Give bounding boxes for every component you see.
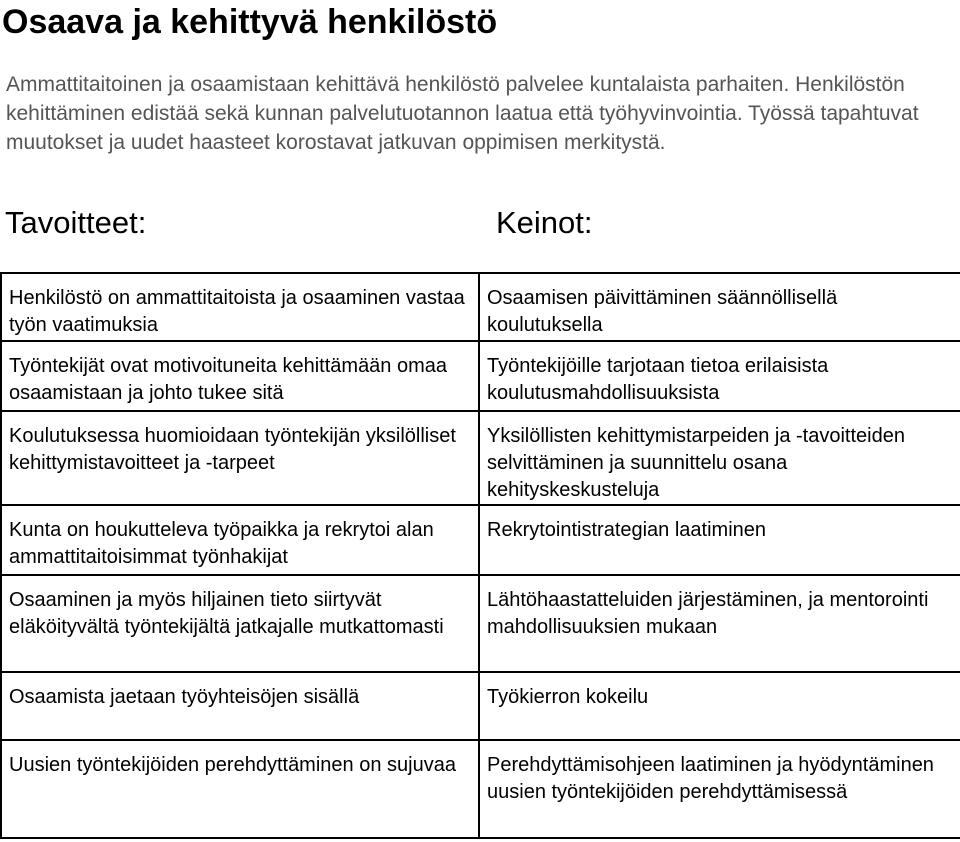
goal-cell: Työntekijät ovat motivoituneita kehittämään omaa osaamistaan ja johto tukee sitä bbox=[1, 341, 479, 411]
goal-cell: Henkilöstö on ammattitaitoista ja osaaminen vastaa työn vaatimuksia bbox=[1, 273, 479, 341]
table-row bbox=[1, 505, 960, 575]
table-row bbox=[1, 575, 960, 672]
mean-cell: Työntekijöille tarjotaan tietoa erilaisista koulutusmahdollisuuksista bbox=[479, 341, 960, 411]
goals-means-table bbox=[0, 272, 960, 839]
goal-cell: Uusien työntekijöiden perehdyttäminen on sujuvaa bbox=[1, 740, 479, 838]
mean-cell: Rekrytointistrategian laatiminen bbox=[479, 505, 960, 575]
mean-cell: Työkierron kokeilu bbox=[479, 672, 960, 740]
mean-cell: Perehdyttämisohjeen laatiminen ja hyödyntäminen uusien työntekijöiden perehdyttämisessä bbox=[479, 740, 960, 838]
goals-heading: Tavoitteet: bbox=[5, 205, 147, 240]
table-row bbox=[1, 411, 960, 505]
goal-cell: Osaamista jaetaan työyhteisöjen sisällä bbox=[1, 672, 479, 740]
mean-cell: Yksilöllisten kehittymistarpeiden ja -tavoitteiden selvittäminen ja suunnittelu osana kehityskeskusteluja bbox=[479, 411, 960, 505]
table-row bbox=[1, 341, 960, 411]
mean-cell: Osaamisen päivittäminen säännöllisellä koulutuksella bbox=[479, 273, 960, 341]
table-row bbox=[1, 273, 960, 341]
goal-cell: Kunta on houkutteleva työpaikka ja rekrytoi alan ammattitaitoisimmat työnhakijat bbox=[1, 505, 479, 575]
goal-cell: Osaaminen ja myös hiljainen tieto siirtyvät eläköityvältä työntekijältä jatkajalle mutkattomasti bbox=[1, 575, 479, 672]
mean-cell: Lähtöhaastatteluiden järjestäminen, ja mentorointi mahdollisuuksien mukaan bbox=[479, 575, 960, 672]
intro-paragraph: Ammattitaitoinen ja osaamistaan kehittävä henkilöstö palvelee kuntalaista parhaiten. Henkilöstön kehittäminen edistää sekä kunnan palvelutuotannon laatua että työhyvinvointia. Työssä tapahtuvat muutokset ja uudet haasteet korostavat jatkuvan oppimisen merkitystä. bbox=[6, 73, 919, 154]
page-title: Osaava ja kehittyvä henkilöstö bbox=[2, 3, 498, 41]
goal-cell: Koulutuksessa huomioidaan työntekijän yksilölliset kehittymistavoitteet ja -tarpeet bbox=[1, 411, 479, 505]
table-row bbox=[1, 672, 960, 740]
table-row bbox=[1, 740, 960, 838]
means-heading: Keinot: bbox=[496, 205, 593, 240]
